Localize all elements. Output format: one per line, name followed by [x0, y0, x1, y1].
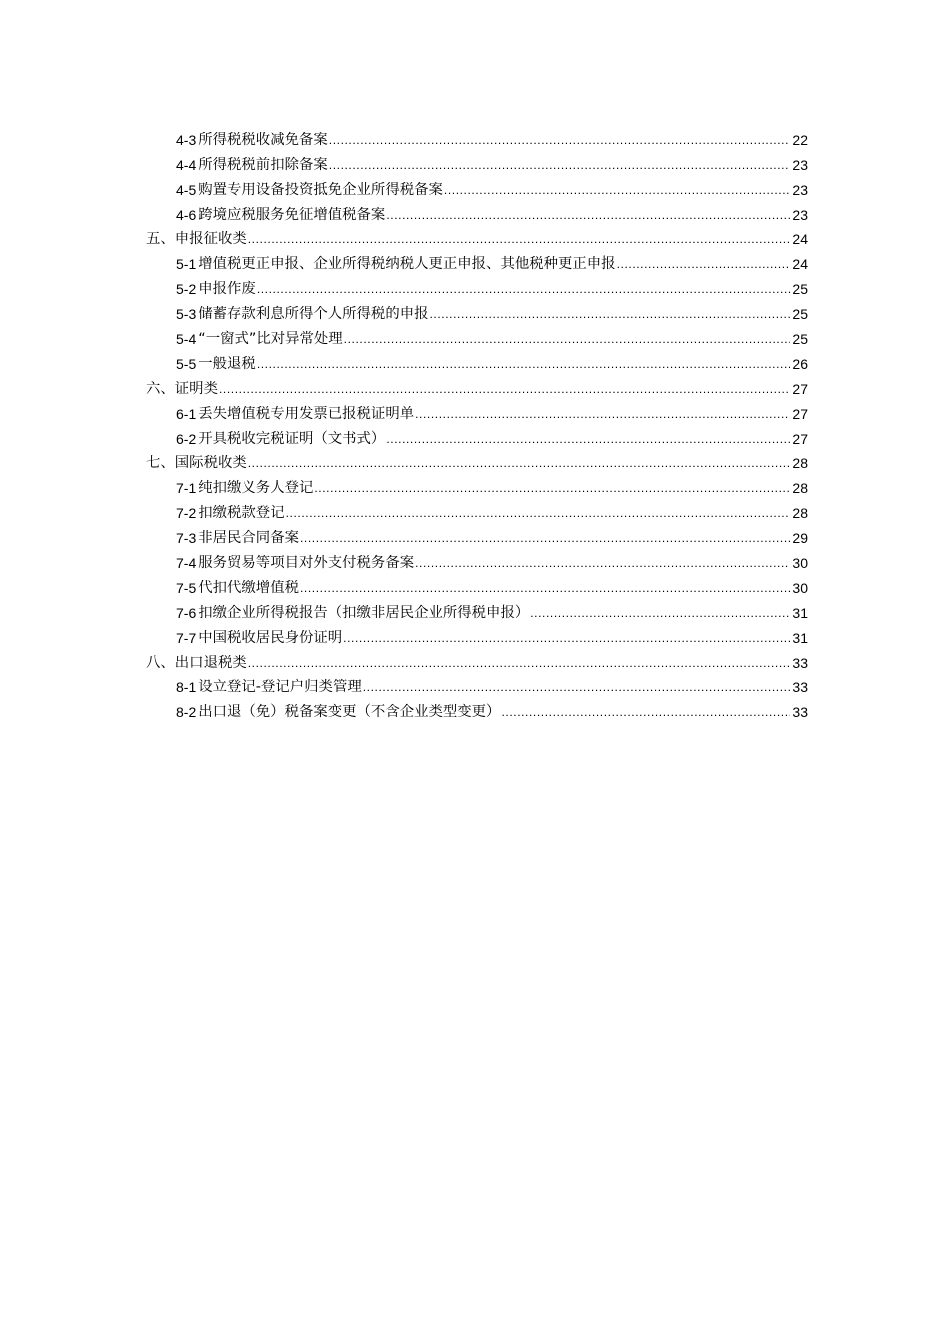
toc-entry-page: 30 — [792, 555, 808, 572]
toc-entry-number: 8-2 — [176, 704, 197, 721]
toc-entry-title: 开具税收完税证明（文书式） — [198, 430, 386, 447]
toc-section-title: 六、证明类 — [146, 380, 218, 397]
toc-section[interactable] — [146, 225, 808, 250]
toc-entry-title: 丢失增值税专用发票已报税证明单 — [198, 405, 415, 422]
toc-entry-title: 服务贸易等项目对外支付税务备案 — [198, 555, 415, 572]
toc-section[interactable] — [146, 648, 808, 673]
toc-dot-leader — [430, 306, 791, 322]
toc-section-page: 27 — [792, 380, 808, 397]
toc-entry-number: 7-3 — [176, 530, 197, 547]
toc-entry-page: 31 — [792, 629, 808, 646]
toc-entry[interactable] — [146, 598, 808, 623]
toc-entry-number: 7-7 — [176, 629, 197, 646]
toc-dot-leader — [248, 655, 791, 671]
toc-dot-leader — [257, 356, 791, 372]
toc-entry-number: 7-2 — [176, 505, 197, 522]
toc-entry-page: 29 — [792, 530, 808, 547]
toc-entry-number: 6-1 — [176, 405, 197, 422]
toc-dot-leader — [248, 455, 791, 471]
toc-entry[interactable] — [146, 150, 808, 175]
toc-entry-page: 33 — [792, 679, 808, 696]
toc-entry-number: 5-2 — [176, 281, 197, 298]
toc-entry-title: 所得税税收减免备案 — [198, 131, 328, 148]
toc-dot-leader — [617, 256, 791, 272]
toc-entry-number: 8-1 — [176, 679, 197, 696]
toc-entry-page: 27 — [792, 405, 808, 422]
toc-entry-page: 23 — [792, 206, 808, 223]
toc-entry[interactable] — [146, 573, 808, 598]
toc-entry[interactable] — [146, 523, 808, 548]
toc-dot-leader — [343, 630, 790, 646]
toc-entry-title: 出口退（免）税备案变更（不含企业类型变更） — [198, 704, 501, 721]
toc-entry-number: 7-4 — [176, 555, 197, 572]
toc-dot-leader — [501, 704, 790, 720]
toc-entry-page: 25 — [792, 331, 808, 348]
toc-entry[interactable] — [146, 249, 808, 274]
toc-dot-leader — [415, 406, 790, 422]
toc-entry[interactable] — [146, 498, 808, 523]
toc-entry-number: 5-4 — [176, 331, 197, 348]
toc-entry[interactable] — [146, 548, 808, 573]
toc-section-title: 八、出口退税类 — [146, 654, 247, 671]
toc-entry[interactable] — [146, 623, 808, 648]
toc-entry-number: 4-5 — [176, 181, 197, 198]
toc-dot-leader — [329, 157, 791, 173]
toc-dot-leader — [314, 480, 790, 496]
toc-entry-number: 4-6 — [176, 206, 197, 223]
toc-entry-title: 一般退税 — [198, 355, 256, 372]
toc-entry-number: 5-3 — [176, 306, 197, 323]
toc-entry-page: 24 — [792, 256, 808, 273]
toc-entry-title: 代扣代缴增值税 — [198, 579, 299, 596]
toc-entry[interactable] — [146, 200, 808, 225]
toc-dot-leader — [300, 530, 790, 546]
toc-dot-leader — [386, 431, 790, 447]
toc-dot-leader — [300, 580, 790, 596]
toc-entry-number: 6-2 — [176, 430, 197, 447]
toc-entry[interactable] — [146, 673, 808, 698]
toc-dot-leader — [386, 207, 790, 223]
toc-entry[interactable] — [146, 697, 808, 722]
toc-entry-title: 所得税税前扣除备案 — [198, 156, 328, 173]
toc-entry-number: 7-5 — [176, 579, 197, 596]
toc-entry-title: 扣缴企业所得税报告（扣缴非居民企业所得税申报） — [198, 604, 530, 621]
toc-dot-leader — [444, 182, 791, 198]
toc-dot-leader — [344, 331, 791, 347]
toc-entry-title: “一窗式”比对异常处理 — [198, 331, 343, 348]
toc-entry-page: 30 — [792, 579, 808, 596]
toc-entry[interactable] — [146, 175, 808, 200]
toc-entry[interactable] — [146, 399, 808, 424]
toc-entry[interactable] — [146, 424, 808, 449]
toc-entry[interactable] — [146, 349, 808, 374]
toc-section-page: 24 — [792, 231, 808, 248]
toc-dot-leader — [530, 605, 790, 621]
toc-entry-title: 纯扣缴义务人登记 — [198, 480, 314, 497]
toc-entry[interactable] — [146, 125, 808, 150]
toc-entry[interactable] — [146, 473, 808, 498]
toc-entry-number: 5-5 — [176, 355, 197, 372]
toc-section-page: 33 — [792, 654, 808, 671]
toc-entry-number: 7-1 — [176, 480, 197, 497]
toc-entry-number: 5-1 — [176, 256, 197, 273]
toc-entry-title: 中国税收居民身份证明 — [198, 629, 343, 646]
toc-dot-leader — [286, 505, 791, 521]
toc-entry-page: 25 — [792, 306, 808, 323]
toc-entry-number: 7-6 — [176, 604, 197, 621]
toc-section-title: 七、国际税收类 — [146, 455, 247, 472]
toc-entry-page: 27 — [792, 430, 808, 447]
toc-entry-page: 28 — [792, 505, 808, 522]
toc-dot-leader — [257, 281, 791, 297]
toc-entry-page: 28 — [792, 480, 808, 497]
toc-entry-title: 增值税更正申报、企业所得税纳税人更正申报、其他税种更正申报 — [198, 256, 616, 273]
toc-section-title: 五、申报征收类 — [146, 231, 247, 248]
toc-entry[interactable] — [146, 324, 808, 349]
toc-entry-page: 22 — [792, 131, 808, 148]
toc-entry-page: 25 — [792, 281, 808, 298]
toc-entry[interactable] — [146, 299, 808, 324]
toc-entry-page: 33 — [792, 704, 808, 721]
toc-entry-title: 设立登记-登记户归类管理 — [198, 679, 362, 696]
toc-entry-title: 非居民合同备案 — [198, 530, 299, 547]
toc-entry[interactable] — [146, 274, 808, 299]
toc-entry-title: 申报作废 — [198, 281, 256, 298]
toc-entry-title: 储蓄存款利息所得个人所得税的申报 — [198, 306, 429, 323]
toc-dot-leader — [329, 132, 791, 148]
table-of-contents — [146, 125, 808, 722]
toc-section[interactable] — [146, 449, 808, 474]
toc-dot-leader — [363, 679, 791, 695]
toc-section[interactable] — [146, 374, 808, 399]
toc-entry-number: 4-3 — [176, 131, 197, 148]
toc-dot-leader — [219, 381, 790, 397]
toc-entry-page: 26 — [792, 355, 808, 372]
toc-section-page: 28 — [792, 455, 808, 472]
toc-dot-leader — [248, 231, 791, 247]
toc-dot-leader — [415, 555, 790, 571]
toc-entry-page: 31 — [792, 604, 808, 621]
toc-entry-title: 扣缴税款登记 — [198, 505, 285, 522]
toc-entry-page: 23 — [792, 181, 808, 198]
toc-entry-title: 跨境应税服务免征增值税备案 — [198, 206, 386, 223]
toc-entry-title: 购置专用设备投资抵免企业所得税备案 — [198, 181, 443, 198]
toc-entry-page: 23 — [792, 156, 808, 173]
toc-entry-number: 4-4 — [176, 156, 197, 173]
